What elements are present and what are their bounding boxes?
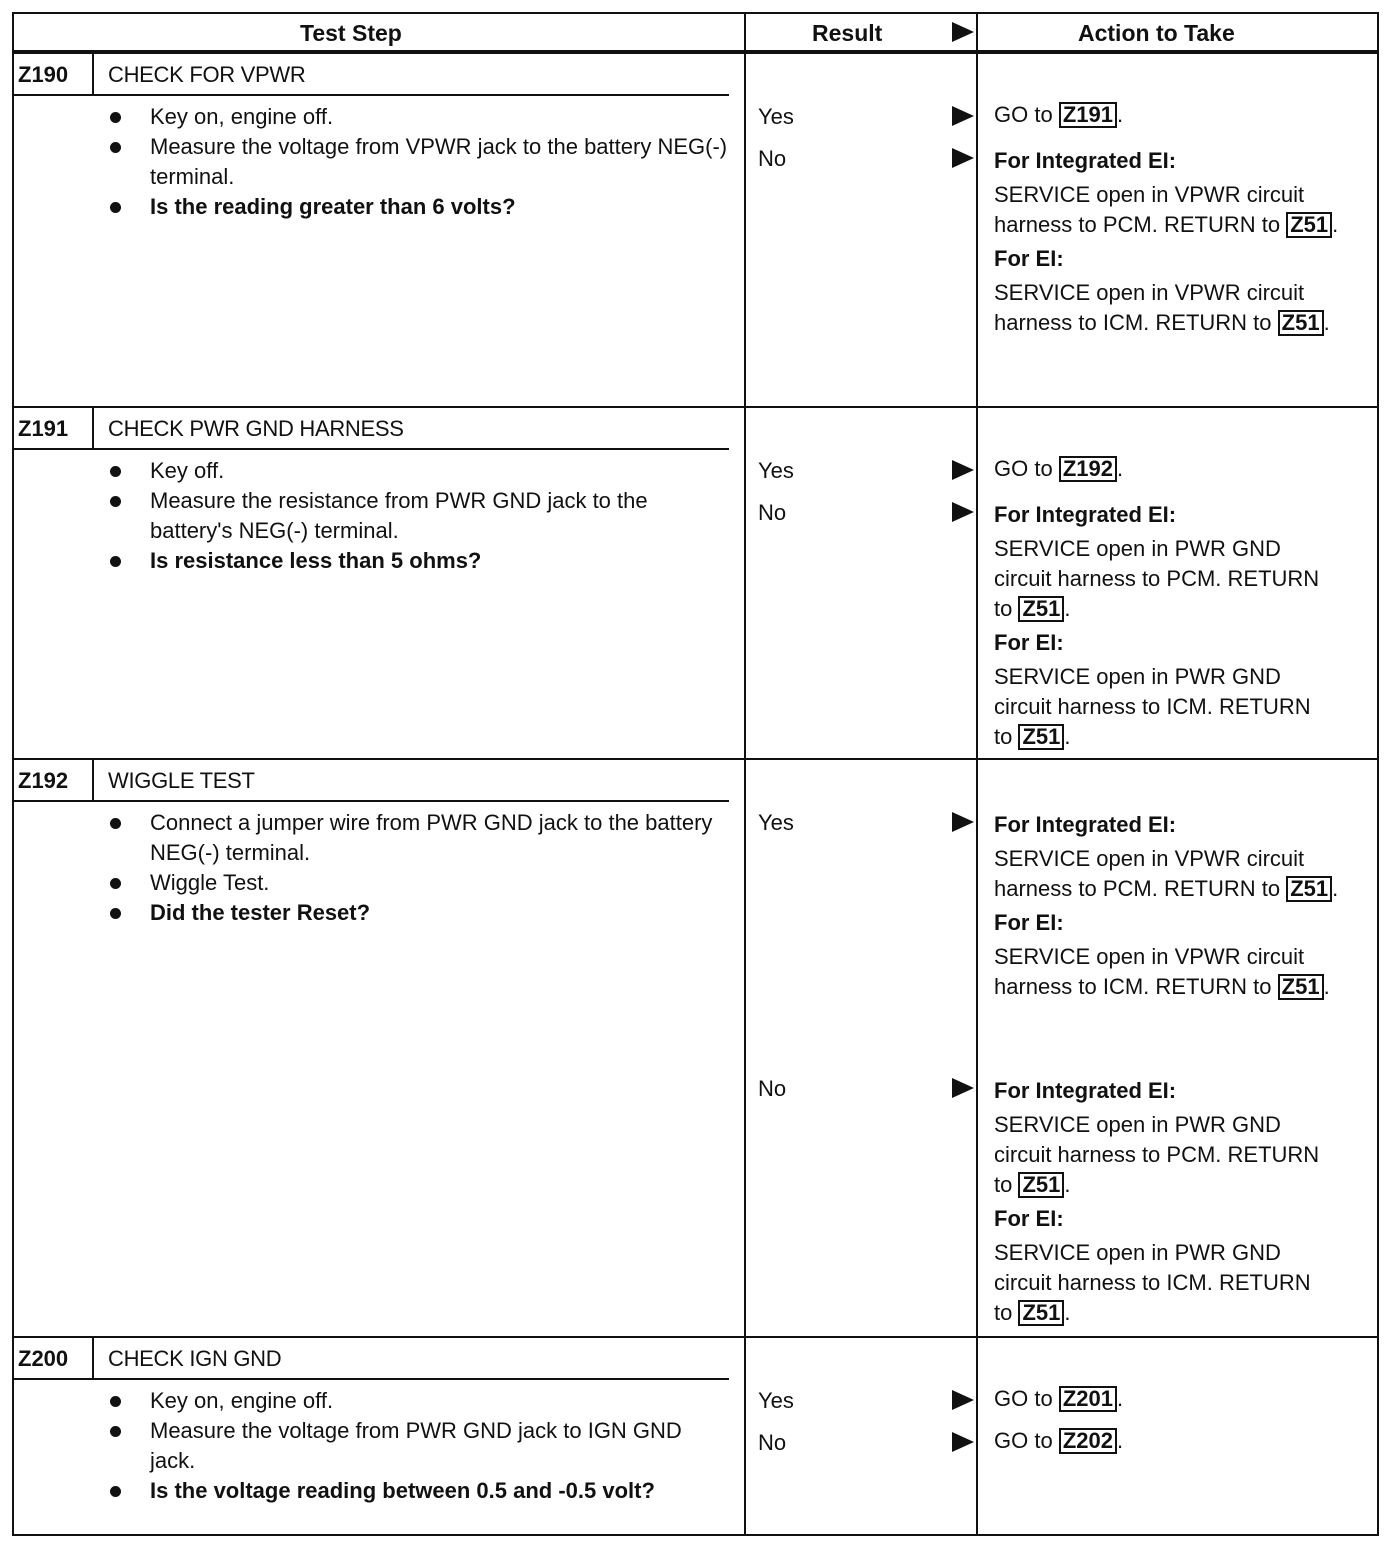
action-text: SERVICE open in PWR GND circuit harness to PCM. RETURN to Z51 . — [994, 536, 1320, 621]
step-instructions — [108, 1386, 728, 1506]
action-text: SERVICE open in PWR GND circuit harness to ICM. RETURN to Z51 . — [994, 664, 1311, 749]
action-text: SERVICE open in PWR GND circuit harness to ICM. RETURN to Z51 . — [994, 1240, 1311, 1325]
step-instructions — [108, 808, 728, 928]
result-no: No — [758, 500, 787, 525]
action-heading: For EI: — [994, 246, 1064, 271]
action-yes: GO to Z201 . — [994, 1386, 1124, 1411]
action-heading: For Integrated EI: — [994, 1078, 1177, 1103]
action-no: GO to Z202 . — [994, 1428, 1124, 1453]
step-reference-link[interactable]: Z51 — [1286, 212, 1332, 238]
title-underline — [12, 94, 729, 96]
header-arrow-icon — [952, 22, 974, 42]
action-text: GO to — [994, 1386, 1053, 1411]
action-yes: GO to Z191 . — [994, 102, 1124, 127]
step-reference-link[interactable]: Z51 — [1278, 974, 1324, 1000]
arrow-icon — [952, 148, 974, 168]
title-underline — [12, 1378, 729, 1380]
step-id: Z192 — [18, 768, 69, 793]
action-text: SERVICE open in VPWR circuit harness to PCM. RETURN to Z51 . — [994, 846, 1339, 901]
action-text: GO to — [994, 456, 1053, 481]
title-underline — [12, 448, 729, 450]
action-heading: For EI: — [994, 1206, 1064, 1231]
action-yes — [994, 806, 1374, 1002]
step-reference-link[interactable]: Z51 — [1018, 596, 1064, 622]
action-no — [994, 496, 1334, 752]
instruction-item: Key on, engine off. — [108, 1386, 728, 1416]
step-z192 — [12, 758, 1379, 1336]
instruction-item: Key off. — [108, 456, 728, 486]
action-heading: For EI: — [994, 910, 1064, 935]
title-underline — [12, 800, 729, 802]
result-yes: Yes — [758, 104, 794, 129]
result-no: No — [758, 1430, 787, 1455]
instruction-question: Did the tester Reset? — [108, 898, 728, 928]
instruction-item: Connect a jumper wire from PWR GND jack to the battery NEG(-) terminal. — [108, 808, 728, 868]
arrow-icon — [952, 1390, 974, 1410]
step-reference-link[interactable]: Z51 — [1286, 876, 1332, 902]
step-reference-link[interactable]: Z192 — [1059, 456, 1117, 482]
diagnostic-table — [12, 12, 1379, 1536]
step-title: WIGGLE TEST — [108, 768, 255, 793]
result-yes: Yes — [758, 458, 794, 483]
step-reference-link[interactable]: Z191 — [1059, 102, 1117, 128]
step-id: Z190 — [18, 62, 69, 87]
instruction-question: Is the voltage reading between 0.5 and -0.5 volt? — [108, 1476, 728, 1506]
header-test-step: Test Step — [300, 20, 402, 46]
result-yes: Yes — [758, 1388, 794, 1413]
step-id: Z191 — [18, 416, 69, 441]
result-yes: Yes — [758, 810, 794, 835]
action-heading: For Integrated EI: — [994, 148, 1177, 173]
instruction-item: Measure the voltage from PWR GND jack to IGN GND jack. — [108, 1416, 728, 1476]
arrow-icon — [952, 460, 974, 480]
step-title: CHECK PWR GND HARNESS — [108, 416, 404, 441]
arrow-icon — [952, 106, 974, 126]
step-title: CHECK FOR VPWR — [108, 62, 306, 87]
action-text: SERVICE open in VPWR circuit harness to PCM. RETURN to Z51 . — [994, 182, 1339, 237]
step-reference-link[interactable]: Z51 — [1278, 310, 1324, 336]
step-reference-link[interactable]: Z51 — [1018, 724, 1064, 750]
action-heading: For Integrated EI: — [994, 502, 1177, 527]
step-instructions — [108, 102, 728, 222]
instruction-item: Key on, engine off. — [108, 102, 728, 132]
result-no: No — [758, 146, 787, 171]
header-action: Action to Take — [1078, 20, 1235, 46]
step-reference-link[interactable]: Z51 — [1018, 1172, 1064, 1198]
step-reference-link[interactable]: Z202 — [1059, 1428, 1117, 1454]
step-instructions — [108, 456, 728, 576]
action-text: SERVICE open in VPWR circuit harness to ICM. RETURN to Z51 . — [994, 944, 1330, 999]
step-z190 — [12, 52, 1379, 406]
header-result: Result — [812, 20, 883, 46]
step-title: CHECK IGN GND — [108, 1346, 282, 1371]
step-z200 — [12, 1336, 1379, 1536]
arrow-icon — [952, 1432, 974, 1452]
step-reference-link[interactable]: Z51 — [1018, 1300, 1064, 1326]
result-no: No — [758, 1076, 787, 1101]
action-no — [994, 1072, 1334, 1328]
action-yes: GO to Z192 . — [994, 456, 1124, 481]
step-id: Z200 — [18, 1346, 69, 1371]
instruction-question: Is resistance less than 5 ohms? — [108, 546, 728, 576]
arrow-icon — [952, 502, 974, 522]
table-header — [12, 12, 1379, 52]
instruction-item: Measure the resistance from PWR GND jack to the battery's NEG(-) terminal. — [108, 486, 728, 546]
step-z191 — [12, 406, 1379, 758]
action-text: SERVICE open in PWR GND circuit harness to PCM. RETURN to Z51 . — [994, 1112, 1320, 1197]
action-text: SERVICE open in VPWR circuit harness to ICM. RETURN to Z51 . — [994, 280, 1330, 335]
instruction-item: Measure the voltage from VPWR jack to the battery NEG(-) terminal. — [108, 132, 728, 192]
arrow-icon — [952, 1078, 974, 1098]
action-text: GO to — [994, 1428, 1053, 1453]
instruction-item: Wiggle Test. — [108, 868, 728, 898]
instruction-question: Is the reading greater than 6 volts? — [108, 192, 728, 222]
step-reference-link[interactable]: Z201 — [1059, 1386, 1117, 1412]
action-heading: For EI: — [994, 630, 1064, 655]
action-no — [994, 142, 1374, 338]
arrow-icon — [952, 812, 974, 832]
action-heading: For Integrated EI: — [994, 812, 1177, 837]
action-text: GO to — [994, 102, 1053, 127]
